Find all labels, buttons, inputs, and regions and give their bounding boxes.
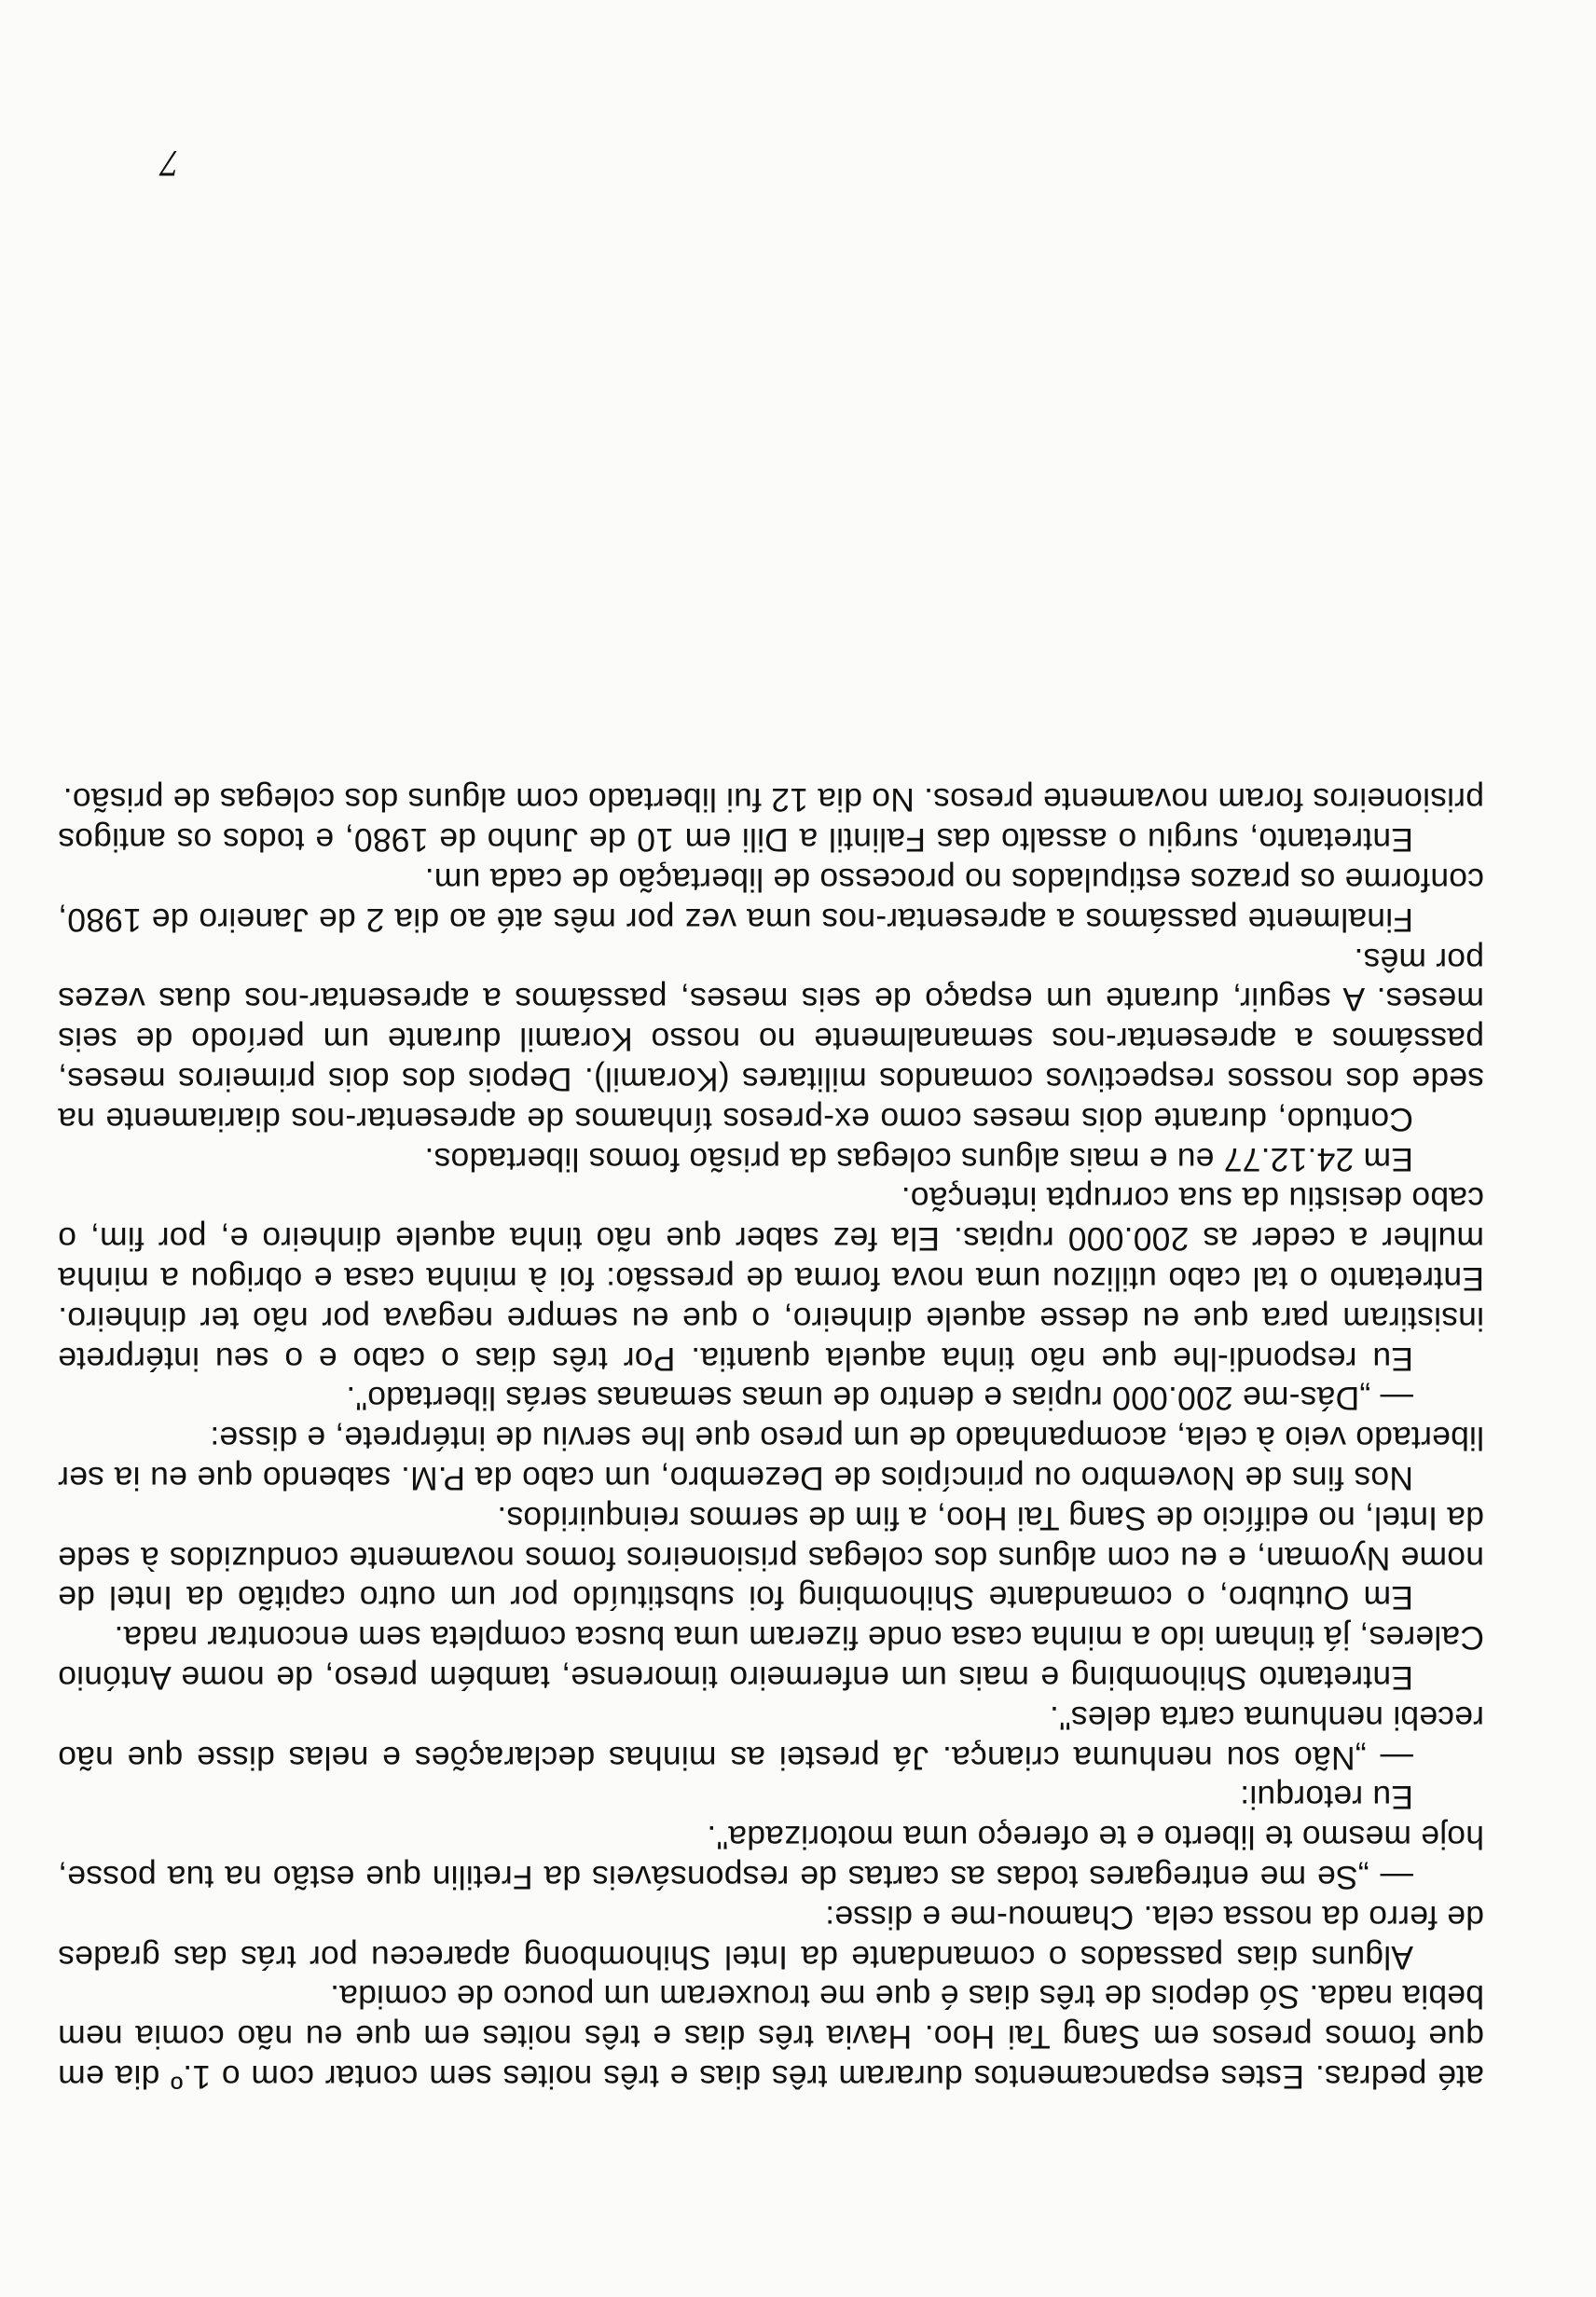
paragraph: Entretanto Shihombing e mais um enfermeiro timorense, também preso, de nome António Caleres, já tinham ido a minha casa onde fizeram uma busca completa sem encontrar nada. xyxy=(58,1619,1484,1698)
paragraph: Contudo, durante dois meses como ex-presos tínhamos de apresentar-nos diariamente na sede dos nossos respectivos comandos militares (Koramil). Depois dos dois primeiros meses, passámos a apresentar-nos semanalmente no nosso Koramil durante um período de seis meses. A seguir, durante um espaço de seis meses, passámos a apresentar-nos duas vezes por mês. xyxy=(58,941,1484,1138)
paragraph: até pedras. Estes espancamentos duraram três dias e três noites sem contar com o 1.º dia em que fomos presos em Sang Tai Hoo. Havia três dias e três noites em que eu não comia nem bebia nada. Só depois de três dias é que me trouxeram um pouco de comida. xyxy=(58,1978,1484,2096)
paragraph: — „Dás-me 200.000 rupias e dentro de umas semanas serás libertado". xyxy=(346,1380,1413,1418)
paragraph: — „Não sou nenhuma criança. Já prestei as minhas declarações e nelas disse que não recebi nenhuma carta deles". xyxy=(58,1699,1484,1777)
paragraph: Em Outubro, o comandante Shihombing foi substituído por um outro capitão da Intel de nome Nyoman, e eu com alguns dos colegas prisioneiros fomos novamente conduzidos à sede da Intel, no edifício de Sang Tai Hoo, a fim de sermos reinquiridos. xyxy=(58,1499,1484,1617)
paragraph: Eu retorqui: xyxy=(1240,1779,1413,1817)
page-number: 7 xyxy=(160,143,179,185)
paragraph: — „Se me entregares todas as cartas de responsáveis da Fretilin que estão na tua posse, hoje mesmo te liberto e te ofereço uma motorizada". xyxy=(58,1819,1484,1897)
paragraph: Finalmente passámos a apresentar-nos uma vez por mês até ao dia 2 de Janeiro de 1980, conforme os prazos estipulados no processo de libertação de cada um. xyxy=(58,861,1484,939)
paragraph: Em 24.12.77 eu e mais alguns colegas da prisão fomos libertados. xyxy=(424,1140,1413,1178)
paragraph: Entretanto, surgiu o assalto das Falintil a Dili em 10 de Junho de 1980, e todos os antigos prisioneiros foram novamente presos. No dia 12 fui libertado com alguns dos colegas de prisão. xyxy=(58,781,1484,860)
paragraph: Eu respondi-lhe que não tinha aquela quantia. Por três dias o cabo e o seu intérprete insistiram para que eu desse aquele dinheiro, o que eu sempre negava por não ter dinheiro. Entretanto o tal cabo utilizou uma nova forma de pressão: foi à minha casa e obrigou a minha mulher a ceder as 200.000 rupias. Ela fez saber que não tinha aquele dinheiro e, por fim, o cabo desistiu da sua corrupta intenção. xyxy=(58,1180,1484,1378)
body-text xyxy=(58,780,1484,2097)
paragraph: Alguns dias passados o comandante da Intel Shihombong apareceu por trás das grades de ferro da nossa cela. Chamou-me e disse: xyxy=(58,1898,1484,1976)
paragraph: Nos fins de Novembro ou princípios de Dezembro, um cabo da P.M. sabendo que eu ia ser libertado veio à cela, acompanhado de um preso que lhe serviu de intérprete, e disse: xyxy=(58,1420,1484,1498)
